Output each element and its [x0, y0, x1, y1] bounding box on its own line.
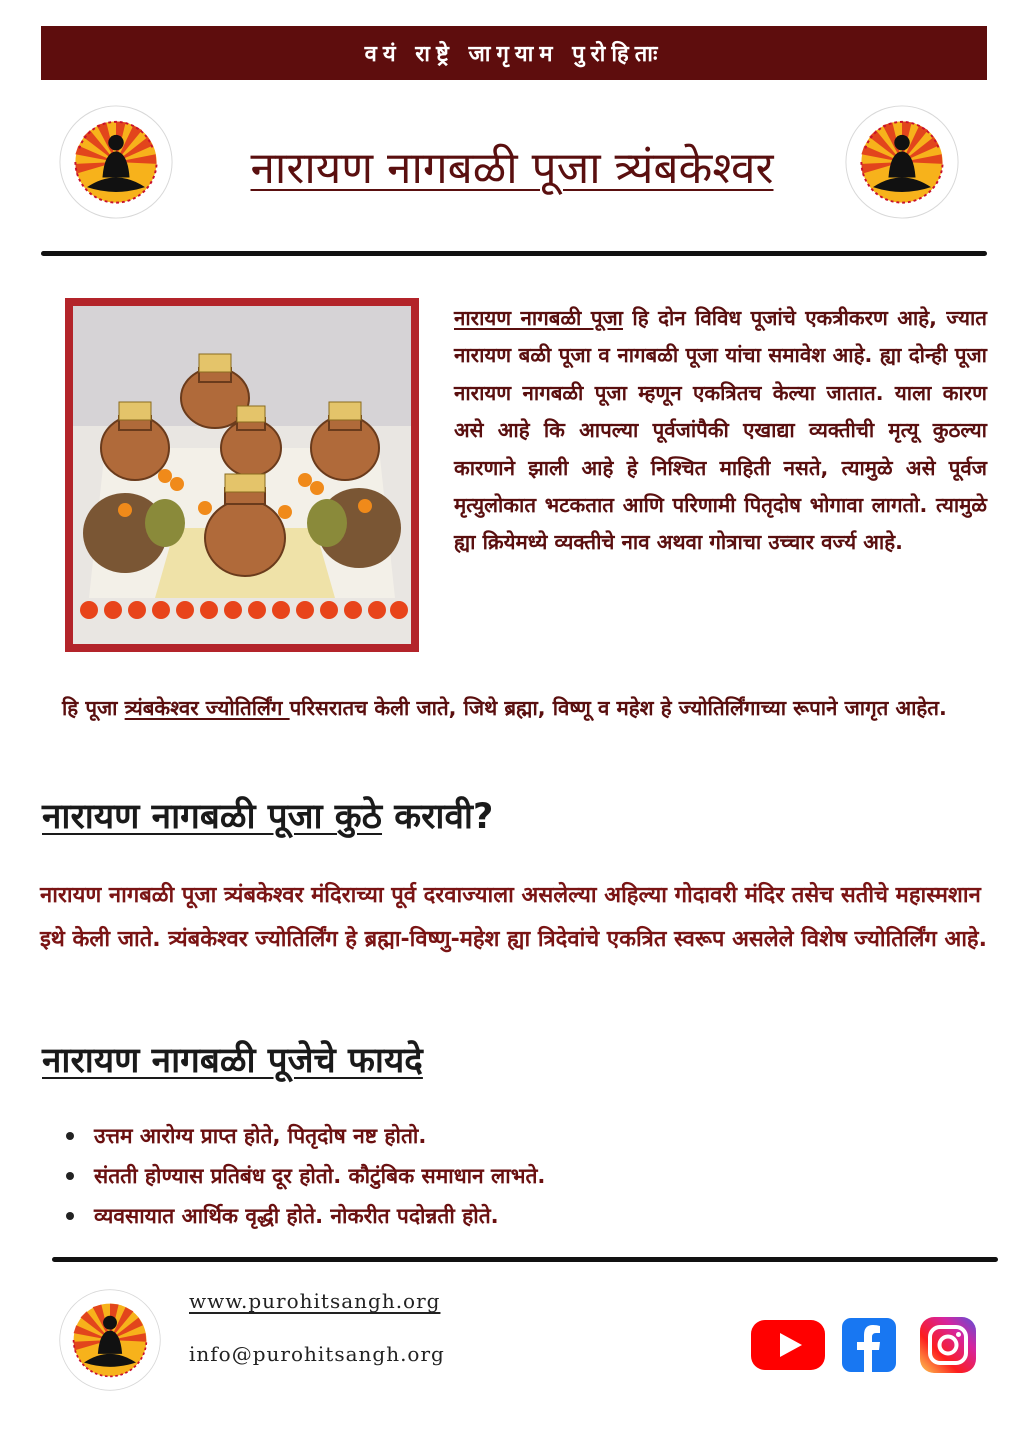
benefits-heading: [42, 1036, 423, 1083]
list-item: [62, 1156, 545, 1196]
instagram-icon[interactable]: [920, 1317, 976, 1373]
benefit-text: संतती होण्यास प्रतिबंध दूर होतो. कौटुंबिक समाधान लाभते.: [94, 1164, 546, 1188]
facebook-icon[interactable]: [842, 1318, 896, 1372]
list-item: [62, 1196, 545, 1236]
benefit-text: उत्तम आरोग्य प्राप्त होते, पितृदोष नष्ट होतो.: [94, 1124, 427, 1148]
location-paragraph: [62, 690, 988, 727]
pooja-kalash-image: [65, 298, 419, 652]
purohit-sangh-logo: [58, 104, 174, 220]
benefits-heading-text: नारायण नागबळी पूजेचे फायदे: [42, 1041, 423, 1081]
page-title: नारायण नागबळी पूजा त्र्यंबकेश्वर: [250, 143, 774, 194]
intro-paragraph: [454, 300, 987, 562]
website-link[interactable]: www.purohitsangh.org: [189, 1289, 441, 1313]
where-heading-rest: करावी?: [382, 797, 494, 837]
list-item: [62, 1116, 545, 1156]
benefits-list: [62, 1116, 545, 1236]
footer-divider: [52, 1257, 998, 1262]
motto-banner: [41, 26, 987, 80]
bullet-icon: [66, 1172, 74, 1180]
trimbakeshwar-jyotirlinga-link[interactable]: त्र्यंबकेश्वर ज्योतिर्लिंग: [124, 696, 290, 720]
where-heading-link[interactable]: नारायण नागबळी पूजा कुठे: [42, 797, 383, 837]
footer-logo: [58, 1288, 162, 1392]
bullet-icon: [66, 1212, 74, 1220]
location-suffix: परिसरातच केली जाते, जिथे ब्रह्मा, विष्णू व महेश हे ज्योतिर्लिंगाच्या रूपाने जागृत आहेत.: [289, 696, 947, 720]
youtube-icon[interactable]: [751, 1318, 825, 1372]
email-link[interactable]: info@purohitsangh.org: [189, 1342, 445, 1366]
motto-text: वयं राष्ट्रे जागृयाम पुरोहिताः: [364, 42, 664, 67]
purohit-sangh-logo-right: [844, 104, 960, 220]
intro-text: हि दोन विविध पूजांचे एकत्रीकरण आहे, ज्यात नारायण बळी पूजा व नागबळी पूजा यांचा समावेश आहे. ह्या दोन्ही पूजा नारायण नागबळी पूजा म्हणून एकत्रितच केल्या जातात. याला कारण असे आहे कि आपल्या पूर्वजांपैकी एखाद्या व्यक्तीची मृत्यू कुठल्या कारणाने झाली आहे हे निश्चित माहिती नसते, त्यामुळे असे पूर्वज मृत्युलोकात भटकतात आणि परिणामी पितृदोष भोगावा लागतो. त्यामुळे ह्या क्रियेमध्ये व्यक्तीचे नाव अथवा गोत्राचा उच्चार वर्ज्य आहे.: [454, 306, 987, 555]
narayan-nagbali-link[interactable]: नारायण नागबळी पूजा: [454, 306, 623, 330]
where-heading: [42, 792, 493, 839]
benefit-text: व्यवसायात आर्थिक वृद्धी होते. नोकरीत पदोन्नती होते.: [94, 1204, 499, 1228]
bullet-icon: [66, 1132, 74, 1140]
where-paragraph: नारायण नागबळी पूजा त्र्यंबकेश्वर मंदिराच्या पूर्व दरवाज्याला असलेल्या अहिल्या गोदावरी मंदिर तसेच सतीचे महास्मशान इथे केली जाते. त्र्यंबकेश्वर ज्योतिर्लिंग हे ब्रह्मा-विष्णु-महेश ह्या त्रिदेवांचे एकत्रित स्वरूप असलेले विशेष ज्योतिर्लिंग आहे.: [40, 883, 987, 952]
divider: [41, 251, 987, 256]
location-prefix: हि पूजा: [62, 696, 125, 720]
